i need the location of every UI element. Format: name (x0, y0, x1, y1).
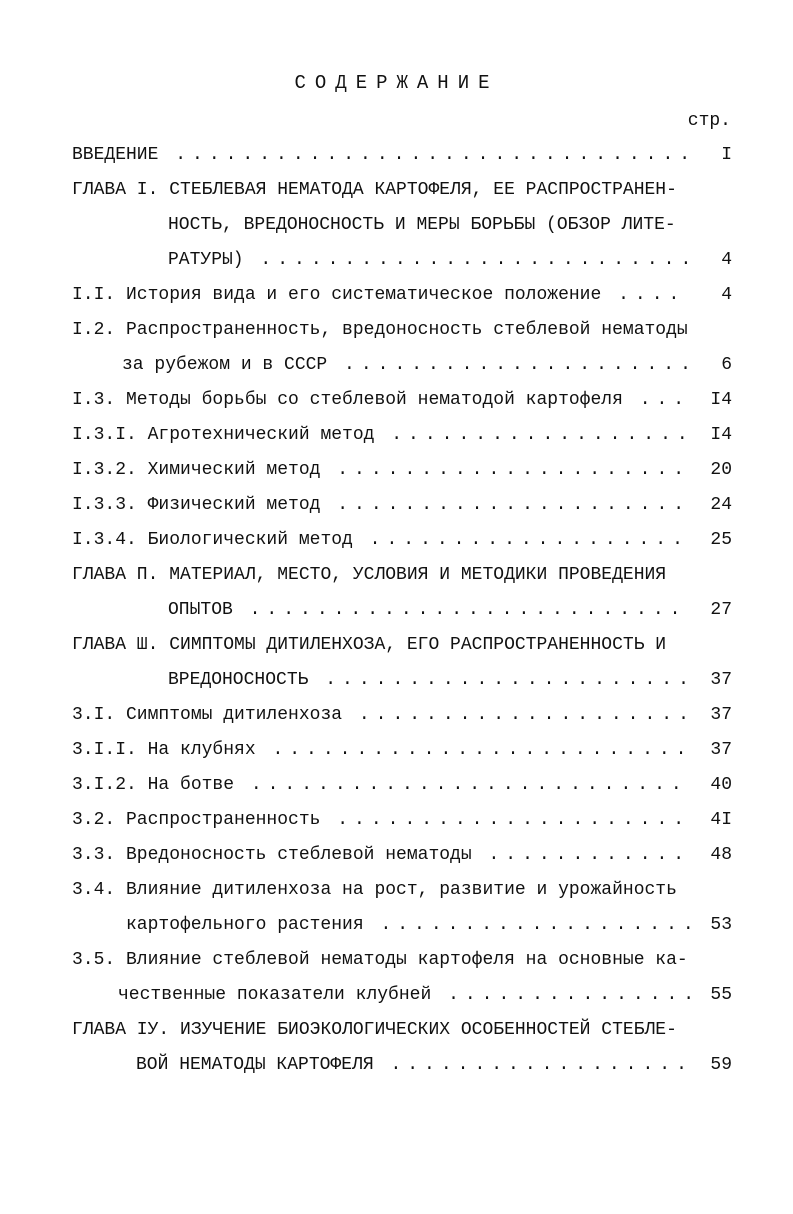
dot-leader: ..................... (320, 810, 691, 830)
toc-page-number: 59 (710, 1055, 732, 1075)
dot-leader: .... (601, 285, 686, 305)
toc-entry-text: 3.5. Влияние стеблевой нематоды картофеля на основные ка- (72, 950, 688, 970)
dot-leader: ..................... (320, 460, 691, 480)
toc-entry-text: ГЛАВА Ш. СИМПТОМЫ ДИТИЛЕНХОЗА, ЕГО РАСПРОСТРАНЕННОСТЬ И (72, 635, 667, 655)
toc-entry-line (72, 808, 690, 832)
toc-entry-text: 3.I.2. На ботве (72, 775, 235, 795)
dot-leader: .......................... (243, 250, 698, 270)
dot-leader: .......................... (234, 775, 688, 795)
dot-leader: ............ (471, 845, 691, 865)
dot-leader: ..................... (320, 495, 691, 515)
toc-page-number: I4 (710, 390, 732, 410)
toc-entry-text: ГЛАВА П. МАТЕРИАЛ, МЕСТО, УСЛОВИЯ И МЕТОДИКИ ПРОВЕДЕНИЯ (72, 565, 667, 585)
toc-entry-text: 3.4. Влияние дитиленхоза на рост, развитие и урожайность (72, 880, 677, 900)
toc-entry-text: I.3.I. Агротехнический метод (72, 425, 375, 445)
toc-entry-line (72, 1018, 677, 1042)
toc-entry-text: I.2. Распространенность, вредоносность стеблевой нематоды (72, 320, 688, 340)
toc-entry-text: ГЛАВА I. СТЕБЛЕВАЯ НЕМАТОДА КАРТОФЕЛЯ, ЕЕ РАСПРОСТРАНЕН- (72, 180, 677, 200)
dot-leader: ............................... (158, 145, 697, 165)
dot-leader: ...................... (308, 670, 695, 690)
dot-leader: ................... (352, 530, 689, 550)
toc-entry-text: 3.I.I. На клубнях (72, 740, 256, 760)
dot-leader: ..................... (327, 355, 697, 375)
toc-entry-line (136, 1053, 693, 1077)
toc-entry-line (168, 213, 676, 237)
toc-page-number: 25 (710, 530, 732, 550)
toc-page-number: 48 (710, 845, 732, 865)
toc-entry-text: ОПЫТОВ (168, 600, 233, 620)
toc-entry-line (72, 633, 666, 657)
toc-entry-line (72, 388, 690, 412)
toc-entry-line (122, 353, 697, 377)
toc-entry-text: чественные показатели клубней (118, 985, 432, 1005)
toc-entry-text: I.3.3. Физический метод (72, 495, 321, 515)
toc-entry-line (72, 283, 685, 307)
toc-entry-line (72, 878, 677, 902)
toc-page-number: 55 (710, 985, 732, 1005)
toc-page-number: 4I (710, 810, 732, 830)
toc-entry-line (72, 528, 689, 552)
toc-entry-line (126, 913, 700, 937)
toc-entry-text: НОСТЬ, ВРЕДОНОСНОСТЬ И МЕРЫ БОРЬБЫ (ОБЗОР ЛИТЕ- (168, 215, 676, 235)
toc-entry-text: I.I. История вида и его систематическое положение (72, 285, 602, 305)
toc-entry-text: I.3. Методы борьбы со стеблевой нематодой картофеля (72, 390, 623, 410)
dot-leader: .................... (342, 705, 695, 725)
toc-page-number: 37 (710, 740, 732, 760)
dot-leader: ... (622, 390, 691, 410)
toc-entry-line (72, 493, 690, 517)
toc-page-number: 4 (721, 250, 732, 270)
toc-entry-line (72, 843, 690, 867)
toc-entry-text: РАТУРЫ) (168, 250, 244, 270)
toc-entry-line (168, 598, 686, 622)
toc-entry-text: ВВЕДЕНИЕ (72, 145, 159, 165)
toc-entry-text: I.3.4. Биологический метод (72, 530, 353, 550)
toc-entry-text: за рубежом и в СССР (122, 355, 328, 375)
toc-page-number: 24 (710, 495, 732, 515)
toc-entry-text: ВРЕДОНОСНОСТЬ (168, 670, 309, 690)
toc-entry-text: картофельного растения (126, 915, 364, 935)
toc-entry-line (118, 983, 700, 1007)
toc-entry-line (72, 143, 696, 167)
toc-page-number: I4 (710, 425, 732, 445)
dot-leader: ................... (363, 915, 700, 935)
toc-page-number: 40 (710, 775, 732, 795)
toc-entry-text: 3.I. Симптомы дитиленхоза (72, 705, 343, 725)
toc-page-number: 37 (710, 705, 732, 725)
toc-entry-line (72, 563, 666, 587)
toc-entry-line (168, 668, 695, 692)
toc-page-number: 27 (710, 600, 732, 620)
toc-entry-text: 3.2. Распространенность (72, 810, 321, 830)
toc-entry-text: ГЛАВА IУ. ИЗУЧЕНИЕ БИОЭКОЛОГИЧЕСКИХ ОСОБЕННОСТЕЙ СТЕБЛЕ- (72, 1020, 677, 1040)
toc-entry-line (72, 178, 677, 202)
toc-page-number: 6 (721, 355, 732, 375)
toc-entry-line (72, 703, 695, 727)
page-title: СОДЕРЖАНИЕ (294, 72, 499, 94)
toc-page-number: I (721, 145, 732, 165)
toc-entry-line (72, 458, 690, 482)
toc-entry-text: 3.3. Вредоносность стеблевой нематоды (72, 845, 472, 865)
toc-entry-line (168, 248, 697, 272)
toc-entry-text: ВОЙ НЕМАТОДЫ КАРТОФЕЛЯ (136, 1055, 374, 1075)
toc-page-number: 37 (710, 670, 732, 690)
toc-entry-line (72, 948, 688, 972)
dot-leader: .................. (373, 1055, 693, 1075)
dot-leader: ............... (431, 985, 701, 1005)
toc-entry-line (72, 318, 688, 342)
toc-entry-line (72, 738, 693, 762)
toc-page-number: 4 (721, 285, 732, 305)
toc-entry-line (72, 773, 688, 797)
dot-leader: .................. (374, 425, 694, 445)
toc-entry-text: I.3.2. Химический метод (72, 460, 321, 480)
toc-page-number: 53 (710, 915, 732, 935)
dot-leader: .......................... (232, 600, 687, 620)
toc-page-number: 20 (710, 460, 732, 480)
page-column-label: стр. (687, 111, 731, 131)
dot-leader: ......................... (255, 740, 693, 760)
toc-entry-line (72, 423, 694, 447)
